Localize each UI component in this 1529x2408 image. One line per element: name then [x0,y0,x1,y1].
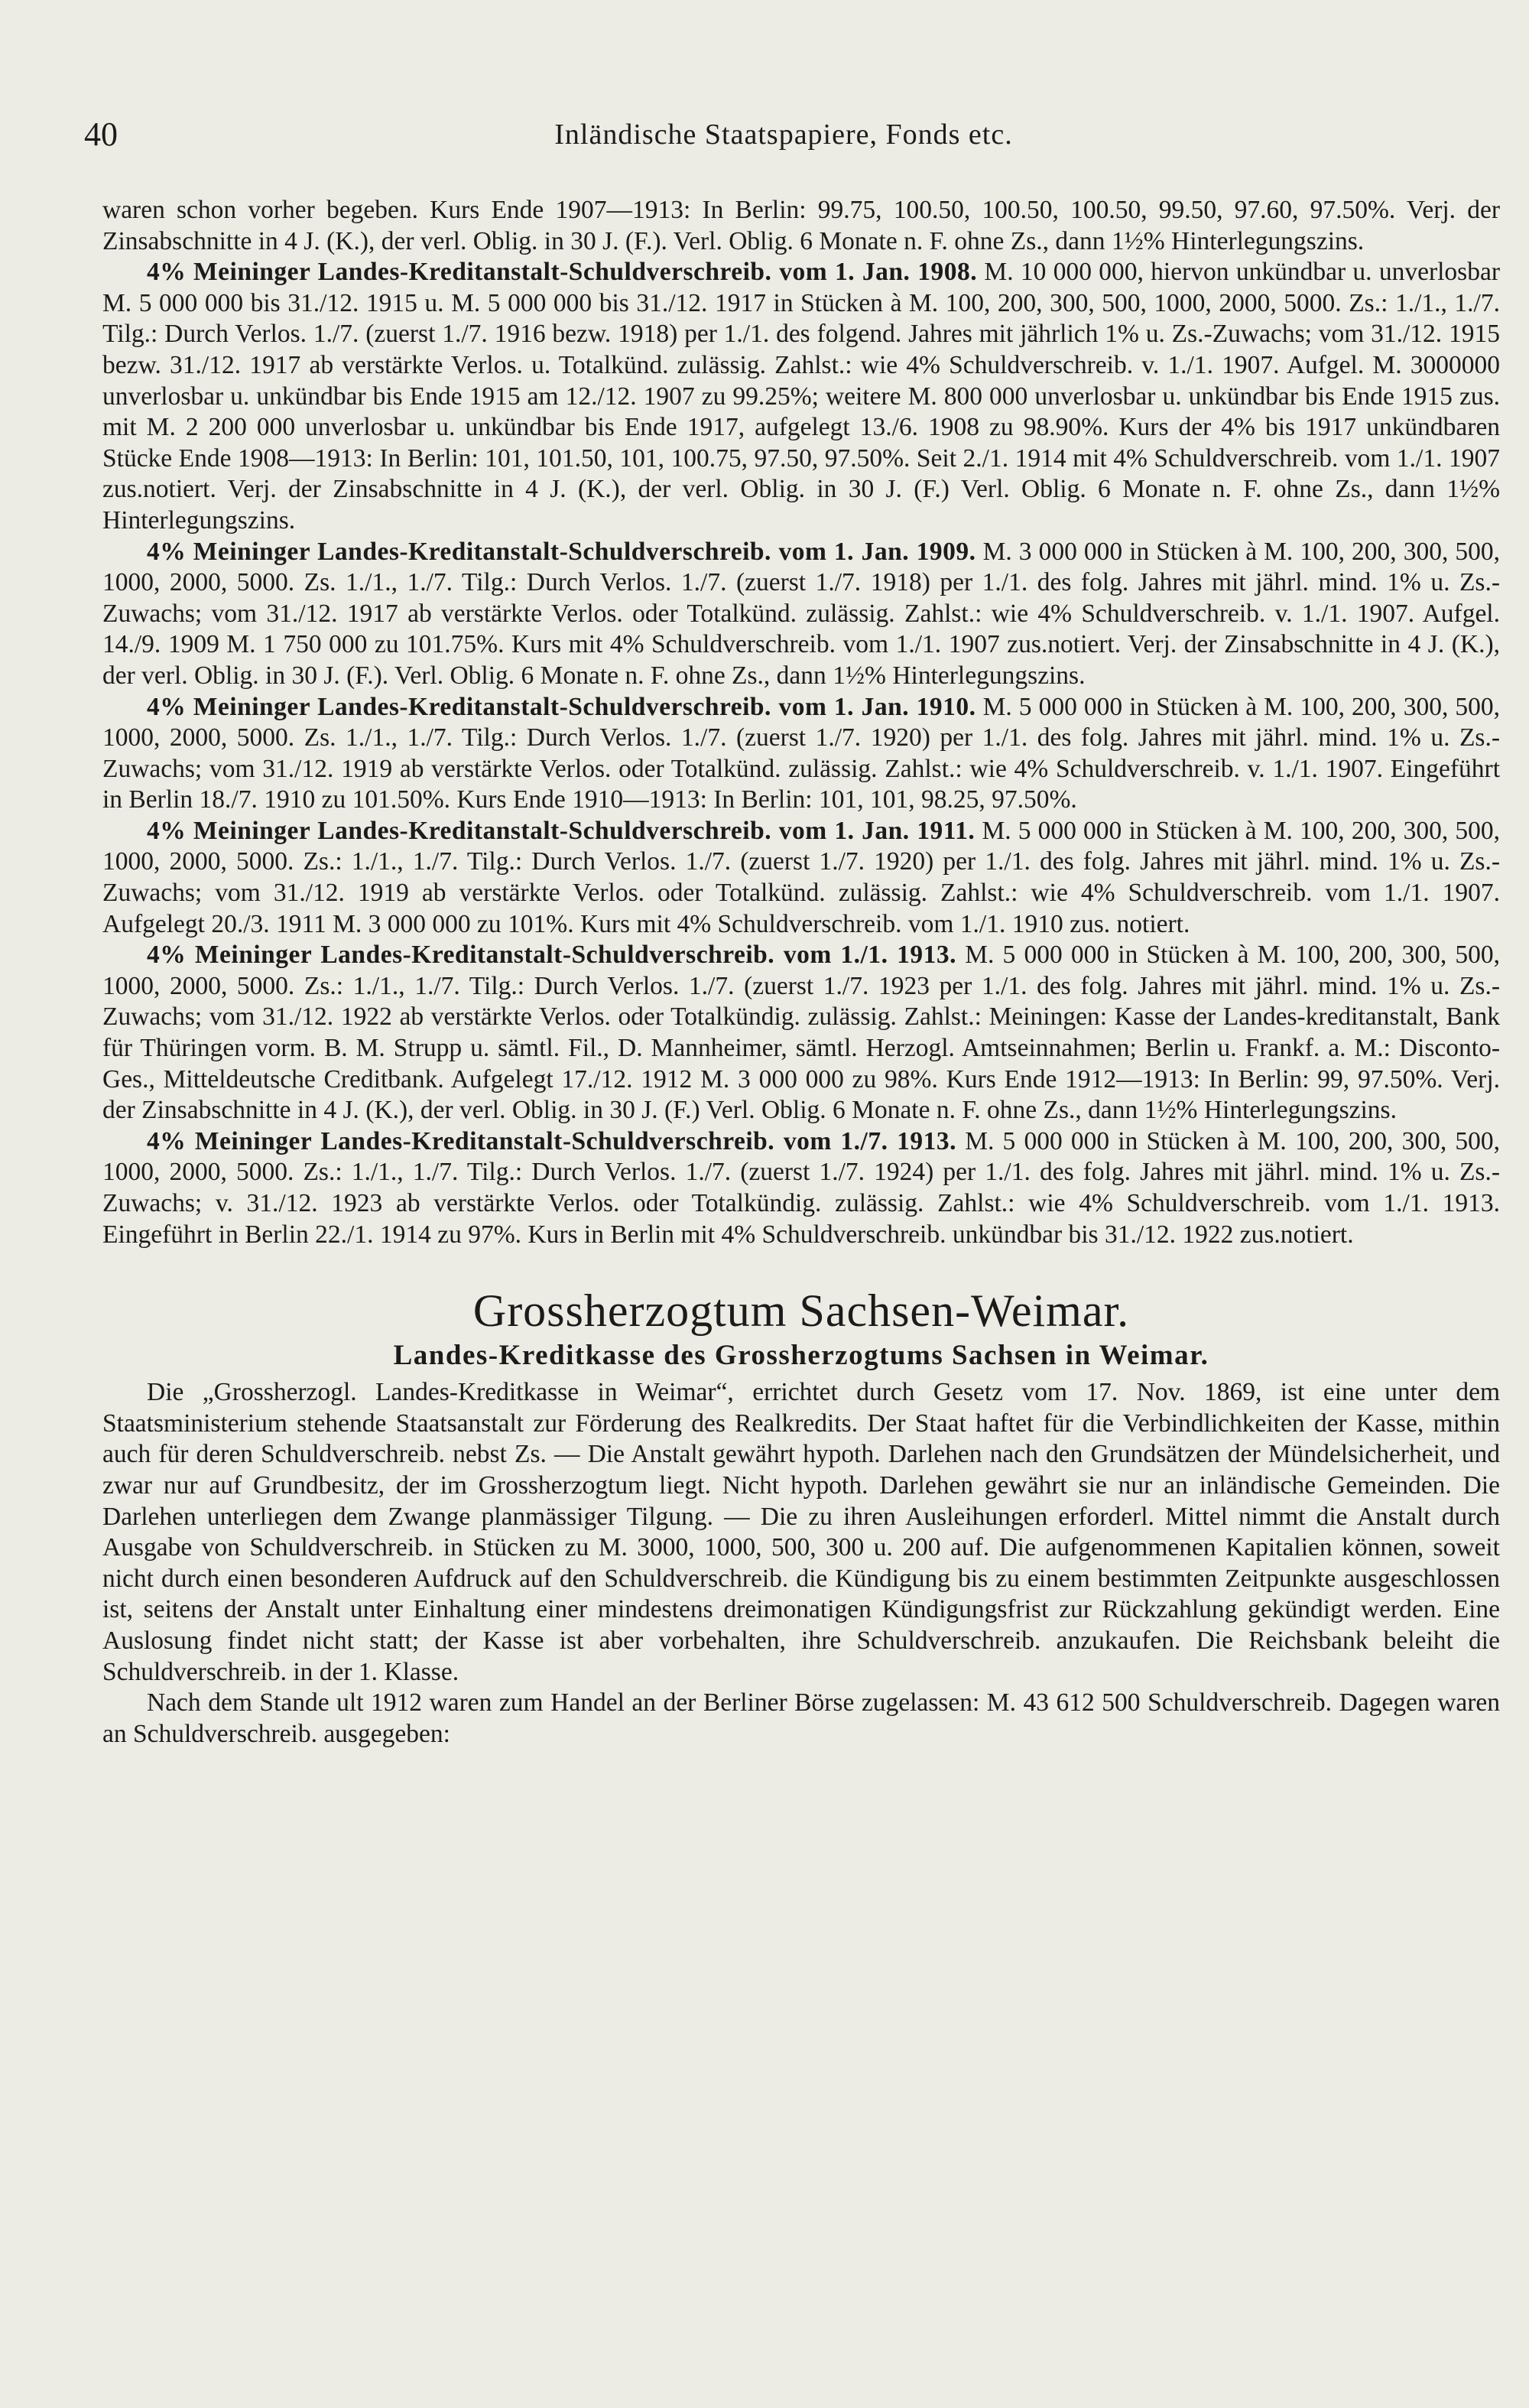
entry-heading: 4% Meininger Landes-Kreditanstalt-Schuldverschreib. vom 1./7. 1913. [147,1126,957,1155]
entry-heading: 4% Meininger Landes-Kreditanstalt-Schuldverschreib. vom 1. Jan. 1910. [147,692,976,721]
page-header [84,115,1483,161]
entry-text: M. 5 000 000 in Stücken à M. 100, 200, 300, 500, 1000, 2000, 5000. Zs.: 1./1., 1./7. Tilg.: Durch Verlos. 1./7. (zuerst 1./7. 1923 per 1./1. des folg. Jahres mit jährl. mind. 1% u. Zs.-Zuwachs; vom 31./12. 1922 ab verstärkte Verlos. oder Totalkündig. zulässig. Zahlst.: Meiningen: Kasse der Landes-kreditanstalt, Bank für Thüringen vorm. B. M. Strupp u. sämtl. Fil., D. Mannheimer, sämtl. Herzogl. Amtseinnahmen; Berlin u. Frankf. a. M.: Disconto-Ges., Mitteldeutsche Creditbank. Aufgelegt 17./12. 1912 M. 3 000 000 zu 98%. Kurs Ende 1912—1913: In Berlin: 99, 97.50%. Verj. der Zinsabschnitte in 4 J. (K.), der verl. Oblig. in 30 J. (F.) Verl. Oblig. 6 Monate n. F. ohne Zs., dann 1½% Hinterlegungszins. [102,941,1500,1125]
entry-heading: 4% Meininger Landes-Kreditanstalt-Schuldverschreib. vom 1. Jan. 1909. [147,537,976,566]
section-subtitle: Landes-Kreditkasse des Grossherzogtums Sachsen in Weimar. [393,1340,1209,1372]
body-text [102,195,1500,1750]
section-paragraph: Nach dem Stande ult 1912 waren zum Handel an der Berliner Börse zugelassen: M. 43 612 500 Schuldverschreib. Dagegen waren an Schuldverschreib. ausgegeben: [102,1688,1500,1748]
entry-1909 [102,537,1500,692]
entry-continuation [102,195,1500,257]
entry-1910 [102,692,1500,816]
running-title: Inländische Staatspapiere, Fonds etc. [554,119,1013,151]
entry-heading: 4% Meininger Landes-Kreditanstalt-Schuldverschreib. vom 1./1. 1913. [147,941,957,970]
entry-text: M. 5 000 000 in Stücken à M. 100, 200, 300, 500, 1000, 2000, 5000. Zs. 1./1., 1./7. Tilg.: Durch Verlos. 1./7. (zuerst 1./7. 1920) per 1./1. des folg. Jahres mit jährl. mind. 1% u. Zs.-Zuwachs; vom 31./12. 1919 ab verstärkte Verlos. oder Totalkünd. zulässig. Zahlst.: wie 4% Schuldverschreib. v. 1./1. 1907. Eingeführt in Berlin 18./7. 1910 zu 101.50%. Kurs Ende 1910—1913: In Berlin: 101, 101, 98.25, 97.50%. [102,692,1500,814]
entry-heading: 4% Meininger Landes-Kreditanstalt-Schuldverschreib. vom 1. Jan. 1908. [147,258,978,287]
entry-1913-jul [102,1126,1500,1250]
entry-text: M. 5 000 000 in Stücken à M. 100, 200, 300, 500, 1000, 2000, 5000. Zs.: 1./1., 1./7. Tilg.: Durch Verlos. 1./7. (zuerst 1./7. 1920) per 1./1. des folg. Jahres mit jährl. mind. 1% u. Zs.-Zuwachs; vom 31./12. 1919 ab verstärkte Verlos. oder Totalkünd. zulässig. Zahlst.: wie 4% Schuldverschreib. vom 1./1. 1907. Aufgelegt 20./3. 1911 M. 3 000 000 zu 101%. Kurs mit 4% Schuldverschreib. vom 1./1. 1910 zus. notiert. [102,816,1500,938]
entry-1911 [102,816,1500,940]
entry-text: M. 5 000 000 in Stücken à M. 100, 200, 300, 500, 1000, 2000, 5000. Zs.: 1./1., 1./7. Tilg.: Durch Verlos. 1./7. (zuerst 1./7. 1924) per 1./1. des folg. Jahres mit jährl. mind. 1% u. Zs.-Zuwachs; v. 31./12. 1923 ab verstärkte Verlos. oder Totalkündig. zulässig. Zahlst.: wie 4% Schuldverschreib. vom 1./1. 1913. Eingeführt in Berlin 22./1. 1914 zu 97%. Kurs in Berlin mit 4% Schuldverschreib. unkündbar bis 31./12. 1922 zus.notiert. [102,1126,1500,1249]
page-number: 40 [84,115,118,153]
entry-text: waren schon vorher begeben. Kurs Ende 1907—1913: In Berlin: 99.75, 100.50, 100.50, 100.50, 99.50, 97.60, 97.50%. Verj. der Zinsabschnitte in 4 J. (K.), der verl. Oblig. in 30 J. (F.). Verl. Oblig. 6 Monate n. F. ohne Zs., dann 1½% Hinterlegungszins. [102,196,1500,255]
entry-1908 [102,257,1500,536]
section-paragraph: Die „Grossherzogl. Landes-Kreditkasse in Weimar“, errichtet durch Gesetz vom 17. Nov. 1869, ist eine unter dem Staatsministerium stehende Staatsanstalt zur Förderung des Realkredits. Der Staat haftet für die Verbindlichkeiten der Kasse, mithin auch für deren Schuldverschreib. nebst Zs. — Die Anstalt gewährt hypoth. Darlehen nach den Grundsätzen der Mündelsicherheit, und zwar nur auf Grundbesitz, der im Grossherzogtum liegt. Nicht hypoth. Darlehen gewährt sie nur an inländische Gemeinden. Die Darlehen unterliegen dem Zwange planmässiger Tilgung. — Die zu ihren Ausleihungen erforderl. Mittel nimmt die Anstalt durch Ausgabe von Schuldverschreib. in Stücken zu M. 3000, 1000, 500, 300 u. 200 auf. Die aufgenommenen Kapitalien können, soweit nicht durch einen besonderen Aufdruck auf den Schuldverschreib. die Kündigung bis zu einem bestimmten Zeitpunkte ausgeschlossen ist, seitens der Anstalt unter Einhaltung einer mindestens dreimonatigen Kündigungsfrist zur Rückzahlung gekündigt werden. Eine Auslosung findet nicht statt; der Kasse ist aber vorbehalten, ihre Schuldverschreib. anzukaufen. Die Reichsbank beleiht die Schuldverschreib. in der 1. Klasse. [102,1378,1500,1686]
entry-text: M. 10 000 000, hiervon unkündbar u. unverlosbar M. 5 000 000 bis 31./12. 1915 u. M. 5 000 000 bis 31./12. 1917 in Stücken à M. 100, 200, 300, 500, 1000, 2000, 5000. Zs.: 1./1., 1./7. Tilg.: Durch Verlos. 1./7. (zuerst 1./7. 1916 bezw. 1918) per 1./1. des folgend. Jahres mit jährlich 1% u. Zs.-Zuwachs; vom 31./12. 1915 bezw. 31./12. 1917 ab verstärkte Verlos. u. Totalkünd. zulässig. Zahlst.: wie 4% Schuldverschreib. v. 1./1. 1907. Aufgel. M. 3000000 unverlosbar u. unkündbar bis Ende 1915 am 12./12. 1907 zu 99.25%; weitere M. 800 000 unverlosbar u. unkündbar bis Ende 1915 zus. mit M. 2 200 000 unverlosbar u. unkündbar bis Ende 1917, aufgelegt 13./6. 1908 zu 98.90%. Kurs der 4% bis 1917 unkündbaren Stücke Ende 1908—1913: In Berlin: 101, 101.50, 101, 100.75, 97.50, 97.50%. Seit 2./1. 1914 mit 4% Schuldverschreib. vom 1./1. 1907 zus.notiert. Verj. der Zinsabschnitte in 4 J. (K.), der verl. Oblig. in 30 J. (F.) Verl. Oblig. 6 Monate n. F. ohne Zs., dann 1½% Hinterlegungszins. [102,258,1500,535]
entry-heading: 4% Meininger Landes-Kreditanstalt-Schuldverschreib. vom 1. Jan. 1911. [147,816,976,845]
section-title: Grossherzogtum Sachsen-Weimar. [472,1285,1130,1337]
entry-1913-jan [102,940,1500,1126]
entry-text: M. 3 000 000 in Stücken à M. 100, 200, 300, 500, 1000, 2000, 5000. Zs. 1./1., 1./7. Tilg.: Durch Verlos. 1./7. (zuerst 1./7. 1918) per 1./1. des folg. Jahres mit jährl. mind. 1% u. Zs.-Zuwachs; vom 31./12. 1917 ab verstärkte Verlos. oder Totalkünd. zulässig. Zahlst.: wie 4% Schuldverschreib. v. 1./1. 1907. Aufgel. 14./9. 1909 M. 1 750 000 zu 101.75%. Kurs mit 4% Schuldverschreib. vom 1./1. 1907 zus.notiert. Verj. der Zinsabschnitte in 4 J. (K.), der verl. Oblig. in 30 J. (F.). Verl. Oblig. 6 Monate n. F. ohne Zs., dann 1½% Hinterlegungszins. [102,537,1500,690]
